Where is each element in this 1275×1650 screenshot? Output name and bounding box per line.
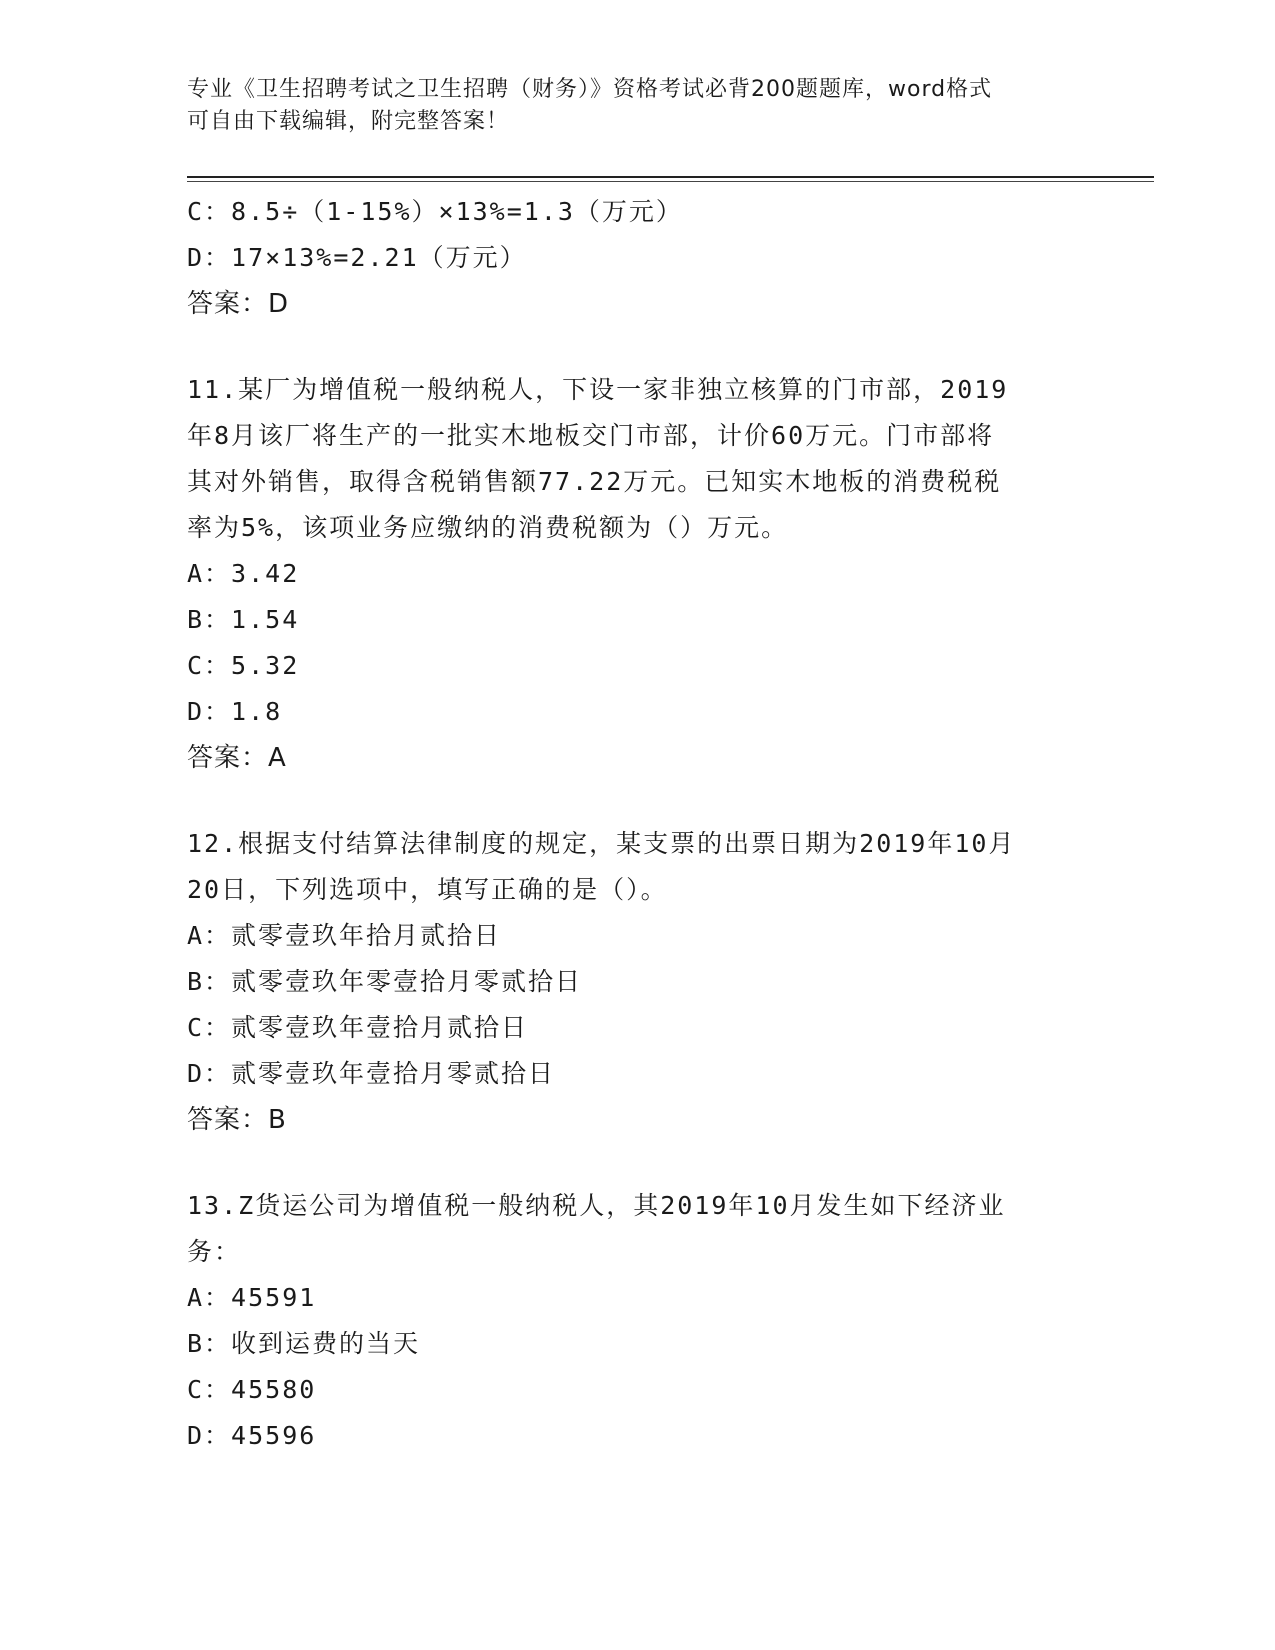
document-body (187, 189, 1087, 1459)
option-b: B：1.54 (187, 605, 300, 634)
question-stem-line: 11.某厂为增值税一般纳税人，下设一家非独立核算的门市部，2019 (187, 375, 1009, 404)
option-c: C：45580 (187, 1375, 317, 1404)
question-12 (187, 821, 1087, 1143)
option-b: B：贰零壹玖年零壹拾月零贰拾日 (187, 967, 583, 996)
option-d: D：1.8 (187, 697, 283, 726)
question-11 (187, 367, 1087, 781)
header-title-line-1: 专业《卫生招聘考试之卫生招聘（财务）》资格考试必背200题题库，word格式 (187, 77, 993, 102)
question-stem-line: 年8月该厂将生产的一批实木地板交门市部，计价60万元。门市部将 (187, 421, 995, 450)
question-stem-line: 12.根据支付结算法律制度的规定，某支票的出票日期为2019年10月 (187, 829, 1016, 858)
option-c: C：8.5÷（1-15%）×13%=1.3（万元） (187, 197, 683, 226)
answer-line: 答案：B (187, 1105, 287, 1135)
header-divider-thick (187, 176, 1154, 178)
header-divider-thin (187, 181, 1154, 182)
question-13 (187, 1183, 1087, 1459)
question-stem-line: 20日，下列选项中，填写正确的是（）。 (187, 875, 668, 904)
option-a: A：45591 (187, 1283, 317, 1312)
option-a: A：贰零壹玖年拾月贰拾日 (187, 921, 502, 950)
question-stem-line: 其对外销售，取得含税销售额77.22万元。已知实木地板的消费税税 (187, 467, 1002, 496)
option-d: D：贰零壹玖年壹拾月零贰拾日 (187, 1059, 556, 1088)
option-b: B：收到运费的当天 (187, 1329, 421, 1358)
question-stem-line: 务： (187, 1237, 242, 1266)
answer-line: 答案：D (187, 289, 290, 319)
option-d: D：17×13%=2.21（万元） (187, 243, 527, 272)
answer-line: 答案：A (187, 743, 287, 773)
page-header (187, 74, 1087, 138)
header-title-line-2: 可自由下载编辑，附完整答案！ (187, 109, 510, 134)
option-c: C：贰零壹玖年壹拾月贰拾日 (187, 1013, 529, 1042)
option-c: C：5.32 (187, 651, 300, 680)
question-stem-line: 13.Z货运公司为增值税一般纳税人，其2019年10月发生如下经济业 (187, 1191, 1006, 1220)
question-10 (187, 189, 1087, 327)
option-a: A：3.42 (187, 559, 300, 588)
option-d: D：45596 (187, 1421, 317, 1450)
question-stem-line: 率为5%，该项业务应缴纳的消费税额为（）万元。 (187, 513, 789, 542)
